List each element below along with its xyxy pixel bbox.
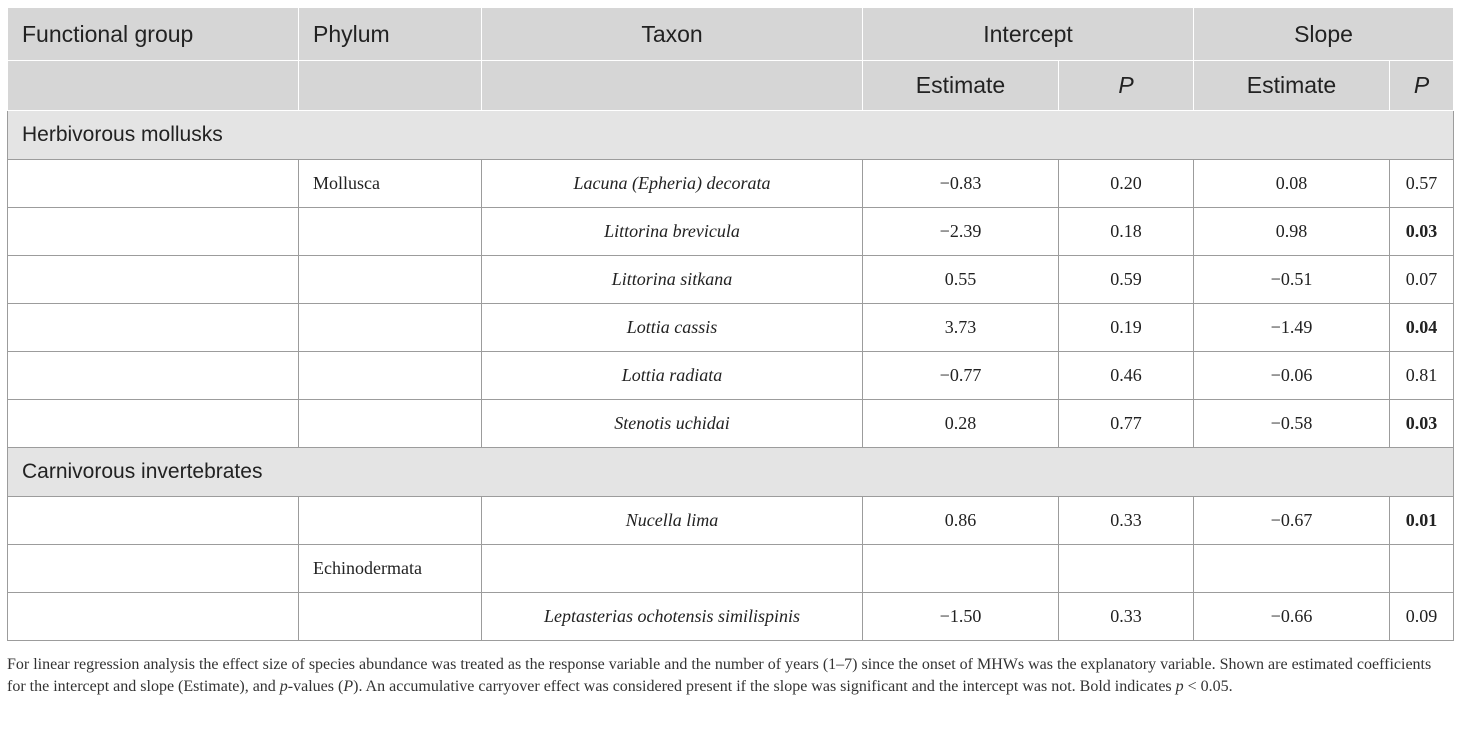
- table-row: [8, 497, 1454, 545]
- functional-group-cell: [8, 208, 299, 256]
- taxon-cell: Lacuna (Epheria) decorata: [482, 160, 863, 208]
- table-row: [8, 352, 1454, 400]
- functional-group-cell: [8, 545, 299, 593]
- phylum-cell: [299, 497, 482, 545]
- footnote-text: ). An accumulative carryover effect was considered present if the slope was significant and the intercept was not. Bold indicates: [353, 678, 1176, 695]
- table-row: [8, 400, 1454, 448]
- slope-p-cell: 0.03: [1390, 208, 1454, 256]
- functional-group-cell: [8, 160, 299, 208]
- phylum-cell: [299, 400, 482, 448]
- intercept-estimate-cell: −0.83: [863, 160, 1059, 208]
- intercept-estimate-cell: 3.73: [863, 304, 1059, 352]
- slope-estimate-cell: 0.98: [1194, 208, 1390, 256]
- footnote-text: -values (: [287, 678, 344, 695]
- intercept-estimate-cell: −1.50: [863, 593, 1059, 641]
- group-header-row: [8, 448, 1454, 497]
- header-slope-p: P: [1390, 61, 1454, 111]
- phylum-cell: [299, 304, 482, 352]
- slope-p-cell: 0.03: [1390, 400, 1454, 448]
- table-header: [8, 8, 1454, 111]
- header-blank: [482, 61, 863, 111]
- taxon-cell: Stenotis uchidai: [482, 400, 863, 448]
- taxon-cell: Lottia cassis: [482, 304, 863, 352]
- footnote-text: < 0.05.: [1183, 678, 1233, 695]
- taxon-cell: Leptasterias ochotensis similispinis: [482, 593, 863, 641]
- phylum-cell: [299, 256, 482, 304]
- group-header-row: [8, 111, 1454, 160]
- footnote-italic-p: p: [1175, 678, 1184, 695]
- intercept-estimate-cell: 0.28: [863, 400, 1059, 448]
- intercept-p-cell: 0.19: [1059, 304, 1194, 352]
- slope-estimate-cell: −0.58: [1194, 400, 1390, 448]
- intercept-estimate-cell: [863, 545, 1059, 593]
- slope-estimate-cell: [1194, 545, 1390, 593]
- table-row: [8, 256, 1454, 304]
- table-row: [8, 208, 1454, 256]
- slope-p-cell: 0.01: [1390, 497, 1454, 545]
- slope-estimate-cell: −1.49: [1194, 304, 1390, 352]
- taxon-cell: Lottia radiata: [482, 352, 863, 400]
- slope-p-cell: 0.04: [1390, 304, 1454, 352]
- group-label: Herbivorous mollusks: [8, 111, 1454, 160]
- table-row: [8, 593, 1454, 641]
- phylum-cell: [299, 593, 482, 641]
- slope-estimate-cell: 0.08: [1194, 160, 1390, 208]
- header-slope-estimate: Estimate: [1194, 61, 1390, 111]
- header-blank: [299, 61, 482, 111]
- phylum-cell: [299, 208, 482, 256]
- header-phylum: Phylum: [299, 8, 482, 61]
- footnote-text: For linear regression analysis the effect size of species abundance was treated as the response variable and the number of years (1–7) since the onset of MHWs was the explanatory variable. Shown are estimated coefficients for the intercept and slope (Estimate), and: [7, 656, 1432, 695]
- header-slope: Slope: [1194, 8, 1454, 61]
- header-intercept: Intercept: [863, 8, 1194, 61]
- header-intercept-estimate: Estimate: [863, 61, 1059, 111]
- functional-group-cell: [8, 304, 299, 352]
- intercept-estimate-cell: 0.55: [863, 256, 1059, 304]
- intercept-p-cell: 0.33: [1059, 593, 1194, 641]
- table-container: [7, 7, 1453, 641]
- taxon-cell: Littorina brevicula: [482, 208, 863, 256]
- functional-group-cell: [8, 256, 299, 304]
- intercept-p-cell: 0.20: [1059, 160, 1194, 208]
- phylum-cell: Mollusca: [299, 160, 482, 208]
- header-functional-group: Functional group: [8, 8, 299, 61]
- regression-table: [7, 7, 1454, 641]
- table-body: [8, 111, 1454, 641]
- intercept-p-cell: 0.59: [1059, 256, 1194, 304]
- slope-p-cell: 0.81: [1390, 352, 1454, 400]
- functional-group-cell: [8, 400, 299, 448]
- table-row: [8, 545, 1454, 593]
- footnote-italic-p: p: [279, 678, 288, 695]
- table-footnote: [7, 654, 1453, 698]
- group-label: Carnivorous invertebrates: [8, 448, 1454, 497]
- slope-p-cell: 0.09: [1390, 593, 1454, 641]
- intercept-p-cell: 0.77: [1059, 400, 1194, 448]
- header-blank: [8, 61, 299, 111]
- intercept-estimate-cell: −2.39: [863, 208, 1059, 256]
- slope-estimate-cell: −0.06: [1194, 352, 1390, 400]
- phylum-cell: Echinodermata: [299, 545, 482, 593]
- intercept-p-cell: 0.33: [1059, 497, 1194, 545]
- slope-estimate-cell: −0.51: [1194, 256, 1390, 304]
- intercept-p-cell: 0.18: [1059, 208, 1194, 256]
- slope-estimate-cell: −0.67: [1194, 497, 1390, 545]
- phylum-cell: [299, 352, 482, 400]
- intercept-estimate-cell: 0.86: [863, 497, 1059, 545]
- intercept-estimate-cell: −0.77: [863, 352, 1059, 400]
- taxon-cell: Littorina sitkana: [482, 256, 863, 304]
- table-row: [8, 304, 1454, 352]
- taxon-cell: Nucella lima: [482, 497, 863, 545]
- taxon-cell: [482, 545, 863, 593]
- slope-p-cell: 0.07: [1390, 256, 1454, 304]
- slope-p-cell: 0.57: [1390, 160, 1454, 208]
- slope-estimate-cell: −0.66: [1194, 593, 1390, 641]
- header-intercept-p: P: [1059, 61, 1194, 111]
- functional-group-cell: [8, 593, 299, 641]
- footnote-italic-p: P: [343, 678, 354, 695]
- header-taxon: Taxon: [482, 8, 863, 61]
- intercept-p-cell: [1059, 545, 1194, 593]
- intercept-p-cell: 0.46: [1059, 352, 1194, 400]
- table-row: [8, 160, 1454, 208]
- functional-group-cell: [8, 352, 299, 400]
- slope-p-cell: [1390, 545, 1454, 593]
- functional-group-cell: [8, 497, 299, 545]
